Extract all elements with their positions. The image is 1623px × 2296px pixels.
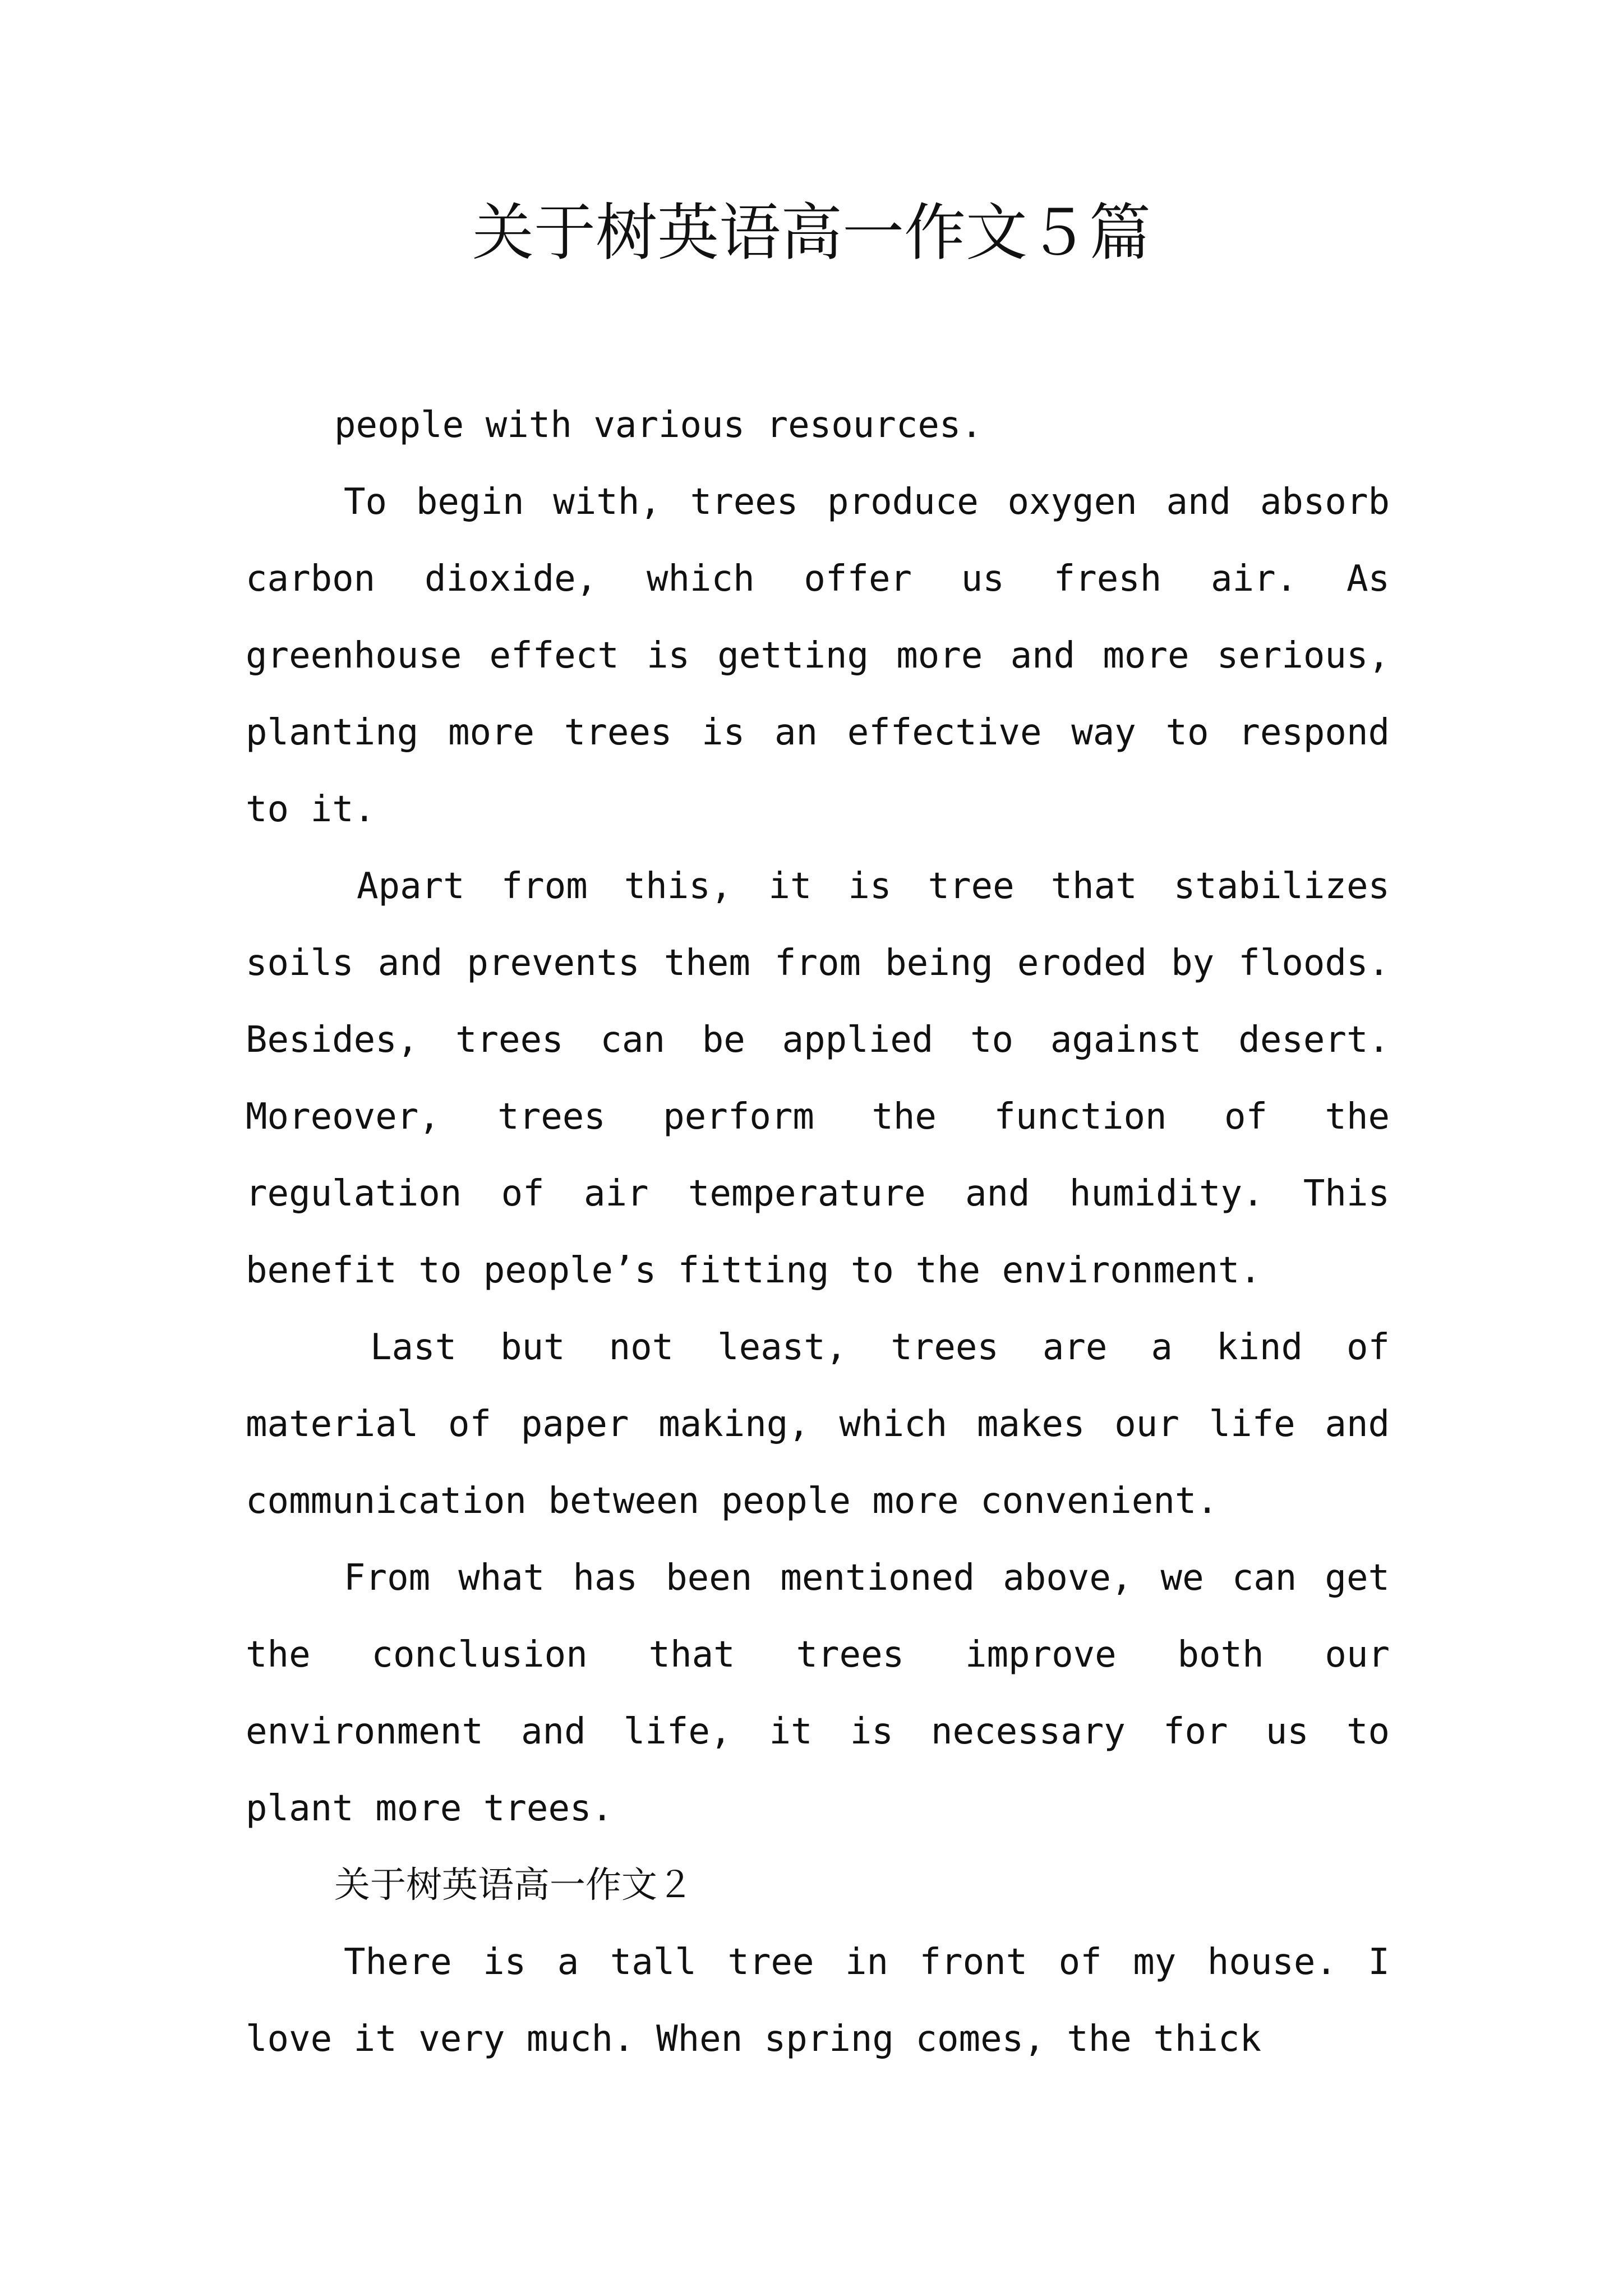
paragraph-tall-tree: There is a tall tree in front of my house. I love it very much. When spring comes, the thick — [246, 1941, 1390, 2060]
paragraph-continuation: people with various resources. — [334, 404, 983, 446]
document-title: 关于树英语高一作文５篇 — [472, 197, 1151, 269]
document-body — [246, 387, 1390, 2078]
paragraph-soil: Apart from this, it is tree that stabilizes soils and prevents them from being eroded by floods. Besides, trees can be applied to against desert. Moreover, trees perform the function of the regulation of air temperature and humidity. This benefit to people’s fitting to the environment. — [246, 866, 1390, 1291]
section-heading: 关于树英语高一作文２ — [334, 1865, 693, 1906]
paragraph-conclusion: From what has been mentioned above, we can get the conclusion that trees improve both our environment and life, it is necessary for us to plant more trees. — [246, 1557, 1390, 1829]
paragraph-oxygen: To begin with, trees produce oxygen and absorb carbon dioxide, which offer us fresh air. As greenhouse effect is getting more and more serious, planting more trees is an effective way to respond to it. — [246, 481, 1390, 830]
paragraph-paper: Last but not least, trees are a kind of material of paper making, which makes our life and communication between people more convenient. — [246, 1327, 1390, 1522]
